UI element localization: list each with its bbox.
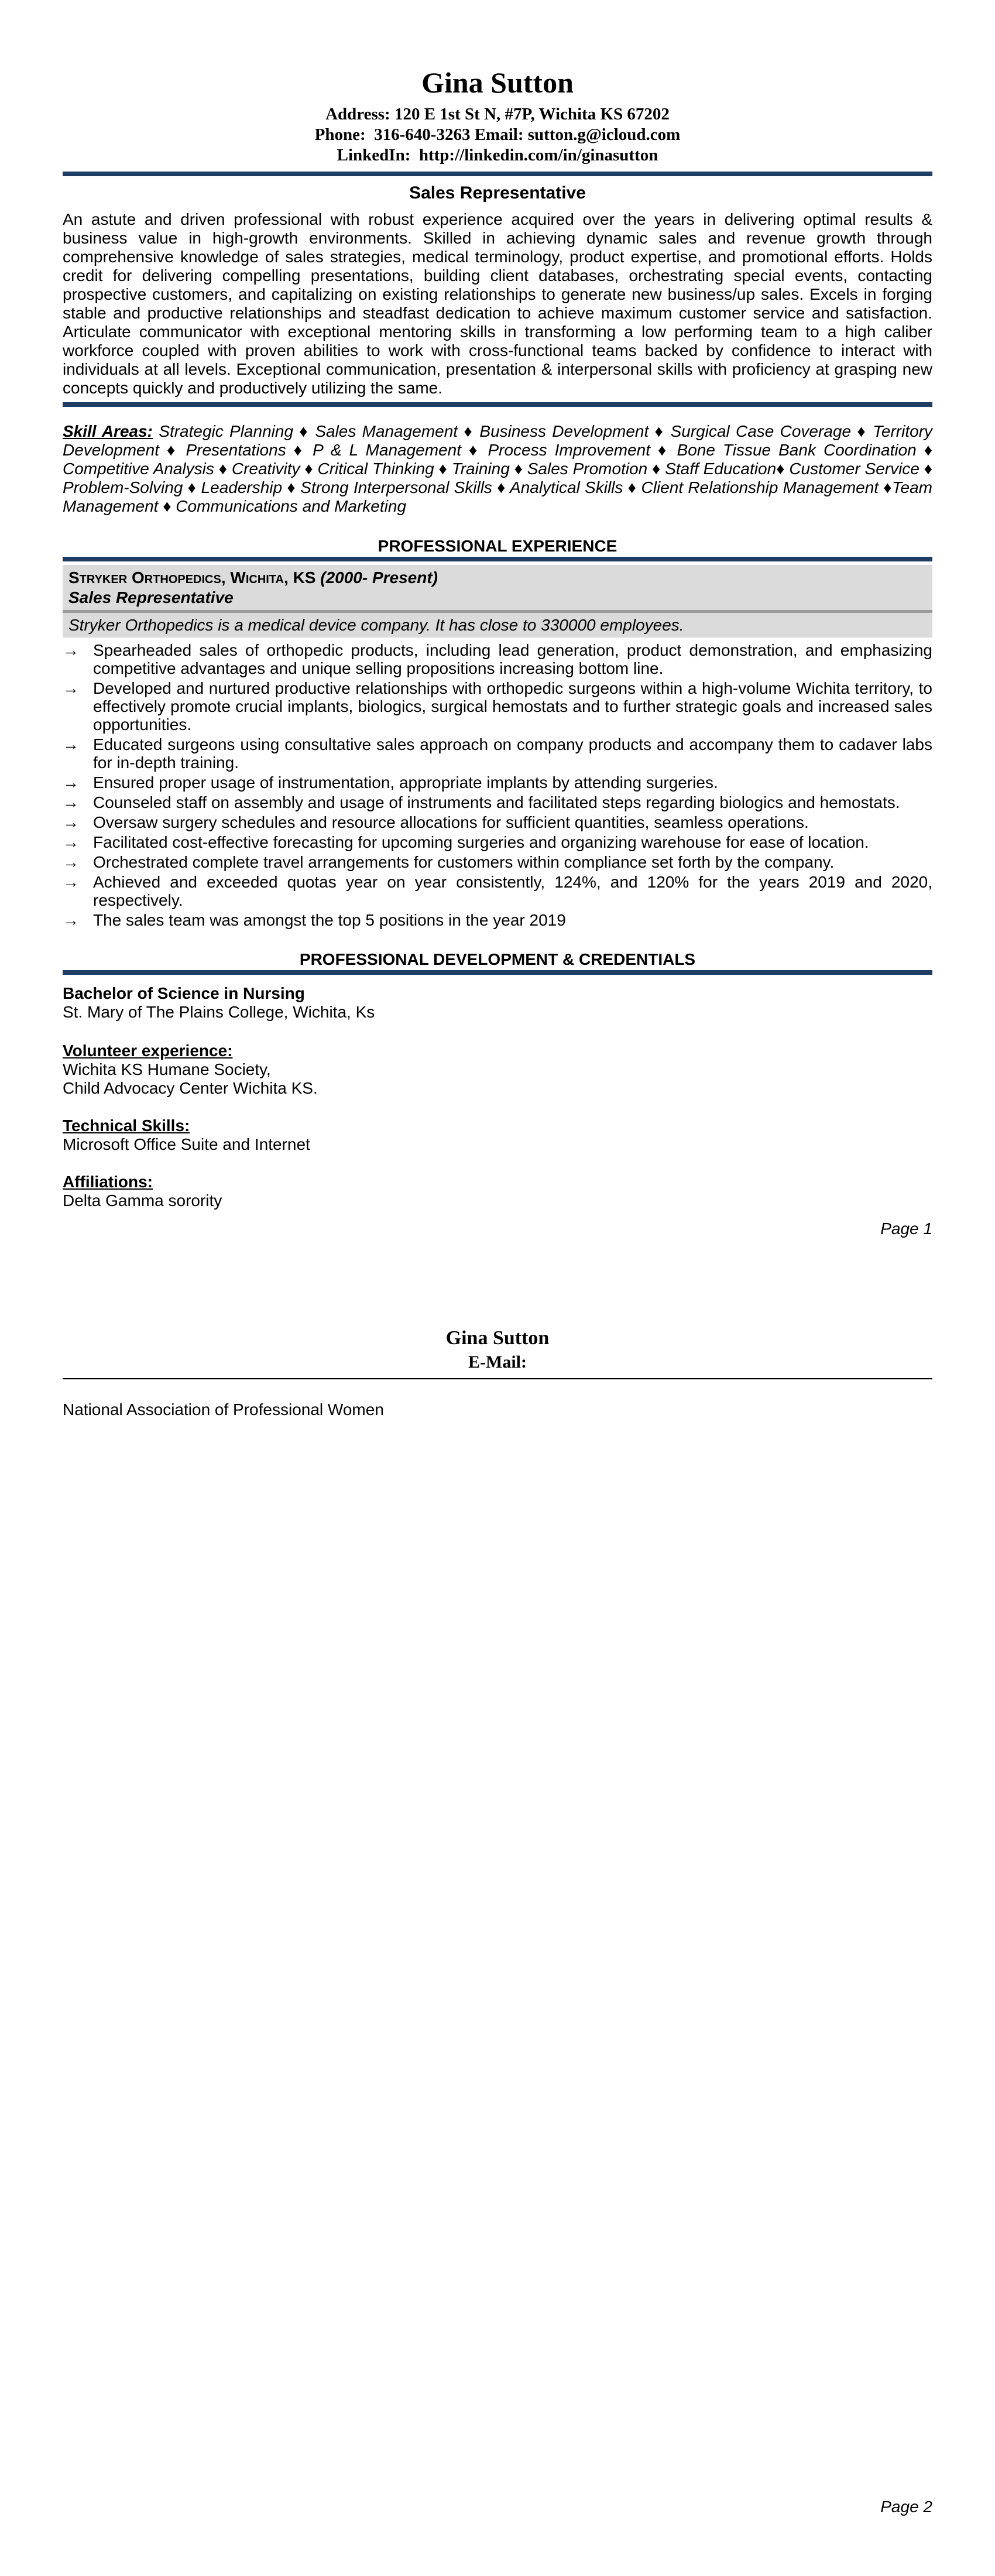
job-bullet-text: Oversaw surgery schedules and resource allocations for sufficient quantities, seamless operations. [93, 813, 809, 831]
technical-skills-text: Microsoft Office Suite and Internet [63, 1135, 310, 1153]
contact-linkedin: LinkedIn: http://linkedin.com/in/ginasutton [337, 146, 658, 165]
arrow-bullet-icon: → [63, 793, 79, 811]
company-line [68, 568, 927, 588]
job-bullet [63, 641, 932, 677]
affiliations-label: Affiliations: [63, 1173, 153, 1191]
arrow-bullet-icon: → [63, 641, 79, 659]
arrow-bullet-icon: → [63, 911, 79, 929]
job-bullet-text: Educated surgeons using consultative sales approach on company products and accompany them to cadaver labs for in-depth training. [93, 735, 932, 772]
section-divider [63, 402, 932, 407]
page-2-footer: Page 2 [880, 2498, 932, 2516]
section-divider [63, 557, 932, 561]
job-bullet [63, 853, 932, 871]
contact-block [63, 104, 932, 166]
resume-page-2 [63, 1327, 932, 1419]
candidate-name: Gina Sutton [421, 66, 574, 99]
section-heading-credentials: PROFESSIONAL DEVELOPMENT & CREDENTIALS [299, 950, 696, 968]
volunteer-item: Child Advocacy Center Wichita KS. [63, 1079, 318, 1097]
job-bullet-text: Developed and nurtured productive relationships with orthopedic surgeons within a high-volume Wichita territory, to effectively promote crucial implants, biologics, surgical hemostats and to further strategic goals and increased sales opportunities. [93, 679, 932, 734]
job-bullet [63, 813, 932, 831]
affiliations-text: Delta Gamma sorority [63, 1191, 222, 1210]
contact-address: Address: 120 E 1st St N, #7P, Wichita KS 67202 [325, 105, 670, 124]
job-bullet [63, 735, 932, 772]
employment-dates: (2000- Present) [320, 568, 438, 587]
section-divider [63, 172, 932, 176]
candidate-name: Gina Sutton [445, 1327, 550, 1349]
degree: Bachelor of Science in Nursing [63, 984, 305, 1002]
job-bullet-text: Achieved and exceeded quotas year on year consistently, 124%, and 120% for the years 2019 and 2020, respectively. [93, 873, 932, 909]
job-bullets [63, 641, 932, 929]
volunteer-item: Wichita KS Humane Society, [63, 1060, 271, 1078]
job-bullet-text: The sales team was amongst the top 5 positions in the year 2019 [93, 911, 566, 929]
arrow-bullet-icon: → [63, 853, 79, 871]
job-bullet [63, 793, 932, 811]
resume-page-1 [63, 66, 932, 1238]
job-bullet [63, 873, 932, 909]
skill-areas-label: Skill Areas: [63, 422, 153, 440]
company-description: Stryker Orthopedics is a medical device company. It has close to 330000 employees. [63, 613, 932, 638]
professional-association: National Association of Professional Women [63, 1400, 384, 1419]
summary-paragraph: An astute and driven professional with robust experience acquired over the years in delivering optimal results & business value in high-growth environments. Skilled in achieving dynamic sales and revenue growth through comprehensive knowledge of sales strategies, medical terminology, product expertise, and promotional efforts. Holds credit for delivering compelling presentations, building client databases, orchestrating special events, contacting prospective customers, and capitalizing on existing relationships to generate new business/up sales. Excels in forging stable and productive relationships and steadfast dedication to achieve maximum customer service and satisfaction. Articulate communicator with exceptional mentoring skills in transforming a low performing team to a high caliber workforce coupled with proven abilities to work with cross-functional teams backed by confidence to interact with individuals at all levels. Exceptional communication, presentation & interpersonal skills with proficiency at grasping new concepts quickly and productively utilizing the same. [63, 210, 932, 397]
header-divider [63, 1378, 932, 1379]
page-1-footer: Page 1 [880, 1220, 932, 1238]
email-label: E-Mail: [468, 1352, 527, 1372]
arrow-bullet-icon: → [63, 833, 79, 851]
arrow-bullet-icon: → [63, 813, 79, 831]
job-bullet [63, 833, 932, 851]
section-divider [63, 970, 932, 975]
technical-skills-label: Technical Skills: [63, 1116, 190, 1135]
job-bullet-text: Spearheaded sales of orthopedic products, including lead generation, product demonstration, and emphasizing competitive advantages and unique selling propositions increasing bottom line. [93, 641, 932, 677]
job-header [63, 565, 932, 610]
contact-phone-email: Phone: 316-640-3263 Email: sutton.g@icloud.com [314, 125, 681, 144]
company-name: Stryker Orthopedics, Wichita, KS [68, 568, 316, 587]
arrow-bullet-icon: → [63, 735, 79, 753]
job-bullet-text: Facilitated cost-effective forecasting for upcoming surgeries and organizing warehouse for ease of location. [93, 833, 869, 851]
school: St. Mary of The Plains College, Wichita, Ks [63, 1003, 375, 1021]
arrow-bullet-icon: → [63, 773, 79, 792]
job-bullet [63, 911, 932, 929]
job-bullet-text: Counseled staff on assembly and usage of instruments and facilitated steps regarding biologics and hemostats. [93, 793, 900, 811]
job-bullet-text: Ensured proper usage of instrumentation, appropriate implants by attending surgeries. [93, 773, 718, 792]
section-heading-experience: PROFESSIONAL EXPERIENCE [378, 537, 617, 555]
job-bullet [63, 679, 932, 734]
skill-areas-paragraph [63, 422, 932, 516]
volunteer-label: Volunteer experience: [63, 1042, 233, 1060]
job-bullet-text: Orchestrated complete travel arrangements for customers within compliance set forth by the company. [93, 853, 835, 871]
arrow-bullet-icon: → [63, 679, 79, 697]
job-title: Sales Representative [68, 588, 234, 607]
job-bullet [63, 773, 932, 792]
arrow-bullet-icon: → [63, 873, 79, 891]
skill-areas-list: Strategic Planning ♦ Sales Management ♦ Business Development ♦ Surgical Case Coverage ♦ Territory Development ♦ Presentations ♦ P & L Management ♦ Process Improvement ♦ Bone Tissue Bank Coordination ♦ Competitive Analysis ♦ Creativity ♦ Critical Thinking ♦ Training ♦ Sales Promotion ♦ Staff Education♦ Customer Service ♦ Problem-Solving ♦ Leadership ♦ Strong Interpersonal Skills ♦ Analytical Skills ♦ Client Relationship Management ♦Team Management ♦ Communications and Marketing [63, 422, 933, 515]
page-title: Sales Representative [409, 183, 586, 203]
